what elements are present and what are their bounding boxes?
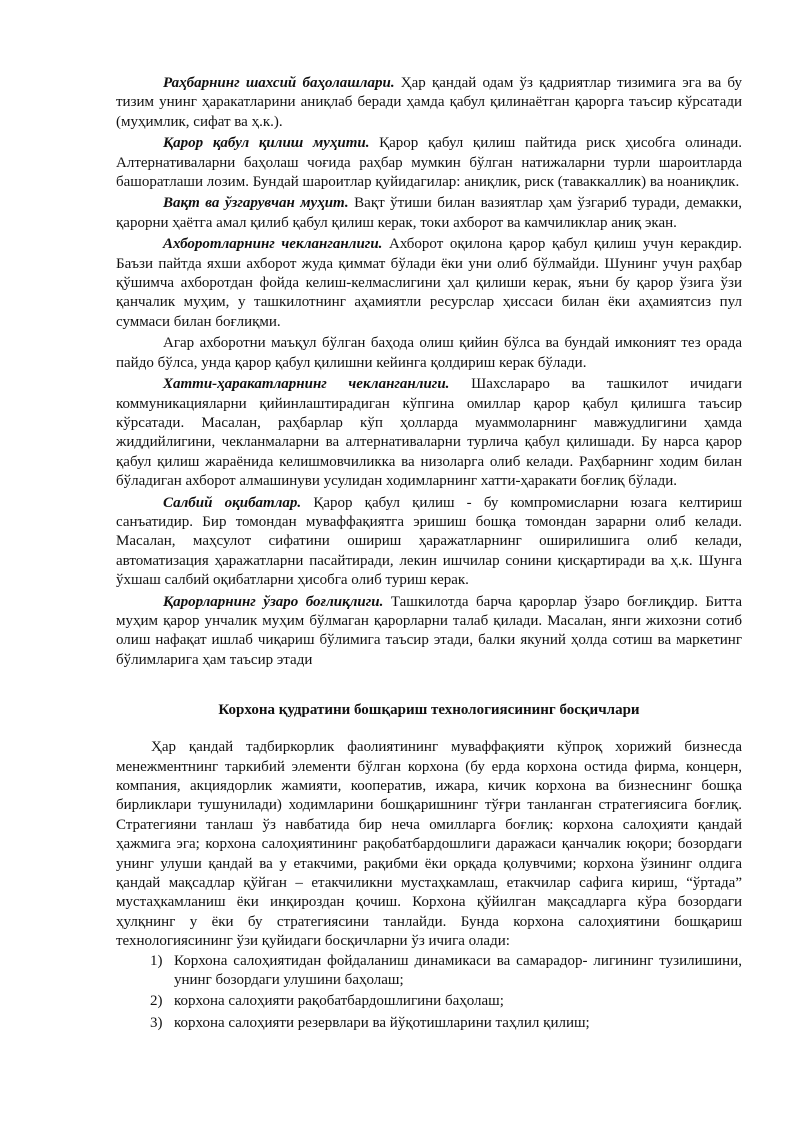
list-item-number: 1) [150, 952, 163, 969]
list-item-text: корхона салоҳияти рақобатбардошлигини баҳолаш; [174, 993, 504, 1010]
paragraph-time-environment [116, 194, 742, 233]
list-item [116, 1014, 742, 1033]
paragraph-lead: Қарорларнинг ўзаро боғлиқлиги. [163, 593, 384, 610]
steps-list [116, 952, 742, 1034]
list-item-text: корхона салоҳияти резервлари ва йўқотишларини таҳлил қилиш; [174, 1014, 590, 1031]
list-item-number: 3) [150, 1014, 163, 1031]
paragraph-personal-assessments [116, 74, 742, 132]
list-item-number: 2) [150, 993, 163, 1010]
paragraph-negative-consequences [116, 494, 742, 591]
paragraph-lead: Салбий оқибатлар. [163, 494, 302, 511]
section-body-paragraph: Ҳар қандай тадбиркорлик фаолиятининг муваффақияти кўпроқ хорижий бизнесда менежментнинг таркибий элементи бўлган корхона (бу ерда корхона остида фирма, концерн, компания, акциядорлик жамияти, кооператив, ижара, кичик корхона ва бизнеснинг бошқа бирликлари тушунилади) ходимларини бошқаришнинг тўғри танланган стратегиясига боғлиқ. Стратегияни танлаш ўз навбатида бир неча омилларга боғлиқ: корхона салоҳияти қандай ҳажмига эга; корхона салоҳиятининг рақобатбардошлиги даражаси қанчалик юқори; бозордаги унинг улуши қандай ва у етакчими, рақибми ёки орқада қолувчими; корхона ўзининг олдига қандай мақсадлар қўйган – етакчиликни мустаҳкамлаш, етакчилар сафига кириш, “ўртада” мустаҳкамланиш ёки инқироздан қочиш. Корхона қўйилган мақсадларга кўра бозордаги ҳулқнинг у ёки бу стратегиясини танлайди. Бунда корхона салоҳиятини бошқариш технологиясининг ўзи қуйидаги босқичларни ўз ичига олади: [116, 739, 742, 950]
paragraph-lead: Раҳбарнинг шахсий баҳолашлари. [163, 75, 395, 91]
paragraph-decision-interdependence [116, 593, 742, 671]
paragraph-lead: Қарор қабул қилиш муҳити. [163, 135, 370, 152]
paragraph-text: Ташкилотда барча қарорлар ўзаро боғлиқдир. Битта муҳим қарор унчалик муҳим бўлмаган қарорларни талаб қилади. Масалан, янги жихозни сотиб олиш нафақат ишлаб чиқариш бўлимига таъсир этади, балки якуний ҳолда сотиш ва маркетинг бўлимларига ҳам таъсир этади [116, 593, 742, 668]
paragraph-decision-environment [116, 134, 742, 192]
document-page [116, 74, 742, 1035]
paragraph-text: Ахборот оқилона қарор қабул қилиш учун керакдир. Баъзи пайтда яхши ахборот жуда қиммат бўлади ёки уни олиб бўлмайди. Шунинг учун раҳбар қўшимча ахборотдан фойда келиш-келмаслигини ҳал қилиши керак, яъни бу қарор ўзига ўзи қанчалик муҳим, у ташкилотнинг аҳамиятли ресурслар ҳиссаси билан ёки аҳамиятсиз пул суммаси билан боғлиқми. [116, 236, 743, 330]
paragraph-text: Қарор қабул қилиш - бу компромисларни юзага келтириш санъатидир. Бир томондан муваффақиятга эришиш бошқа томондан зарарни олиб келади. Масалан, маҳсулот сифатини ошириш ҳаражатларнинг оширилишига олиб келади, автоматизация ҳаражатларни пасайтиради, лекин ишчилар сонини қисқартиради ва ҳ.к. Шунга ўхшаш салбий оқибатларни ҳисобга олиб туриш керак. [116, 494, 743, 589]
section-title: Корхона қудратини бошқариш технологиясининг босқичлари [218, 702, 640, 719]
paragraph-text: Қарор қабул қилиш пайтида риск ҳисобга олинади. Алтернативаларни баҳолаш чоғида раҳбар мумкин бўлган натижаларни турли шароитларда башоратлаши лозим. Бундай шароитлар қуйидагилар: аниқлик, риск (таваккаллик) ва ноаниқлик. [116, 135, 742, 191]
paragraph-behavior-limits [116, 375, 742, 491]
list-item-text: Корхона салоҳиятидан фойдаланиш динамикаси ва самарадор- лигининг тузилишини, унинг бозордаги улушини баҳолаш; [174, 952, 742, 989]
paragraph-lead: Хатти-ҳаракатларнинг чекланганлиги. [163, 376, 450, 393]
paragraph-text: Вақт ўтиши билан вазиятлар ҳам ўзгариб туради, демакки, қарорни ҳаётга амал қилиб қабул қилиш керак, токи ахборот ва камчиликлар аниқ экан. [116, 195, 742, 231]
list-item [116, 952, 742, 991]
paragraph-lead: Ахборотларнинг чекланганлиги. [163, 236, 383, 253]
paragraph-information-cost [116, 334, 742, 373]
paragraph-text: Шахсларaро ва ташкилот ичидаги коммуникацияларни қийинлаштирадиган кўпгина омиллар қарор қабул қилишга таъсир кўрсатади. Масалан, раҳбарлар кўп ҳолларда муаммоларнинг мавжудлигини ҳамда жиддийлигини, чекланмаларни ва алтернативаларни турлича қабул қилишади. Бу нарса қарор қабул қилиш жараёнида келишмовчиликка ва низоларга олиб келади. Раҳбарнинг ходим билан бўладиган ахборот алмашинуви усулидан ходимларнинг хатти-ҳаракати боғлиқ бўлади. [116, 376, 742, 490]
paragraph-text: Агар ахборотни маъқул бўлган баҳода олиш қийин бўлса ва бундай имконият тез орада пайдо бўлса, унда қарор қабул қилишни кейинга қолдириш керак бўлади. [116, 335, 742, 371]
paragraph-lead: Вақт ва ўзгарувчан муҳит. [163, 195, 349, 212]
paragraph-text: Ҳар қандай одам ўз қадриятлар тизимига эга ва бу тизим унинг ҳаракатларини аниқлаб беради ҳамда қабул қилинаётган қарорга таъсир кўрсатади (муҳимлик, сифат ва ҳ.к.). [116, 75, 742, 130]
paragraph-information-limits [116, 235, 742, 332]
list-item [116, 992, 742, 1011]
